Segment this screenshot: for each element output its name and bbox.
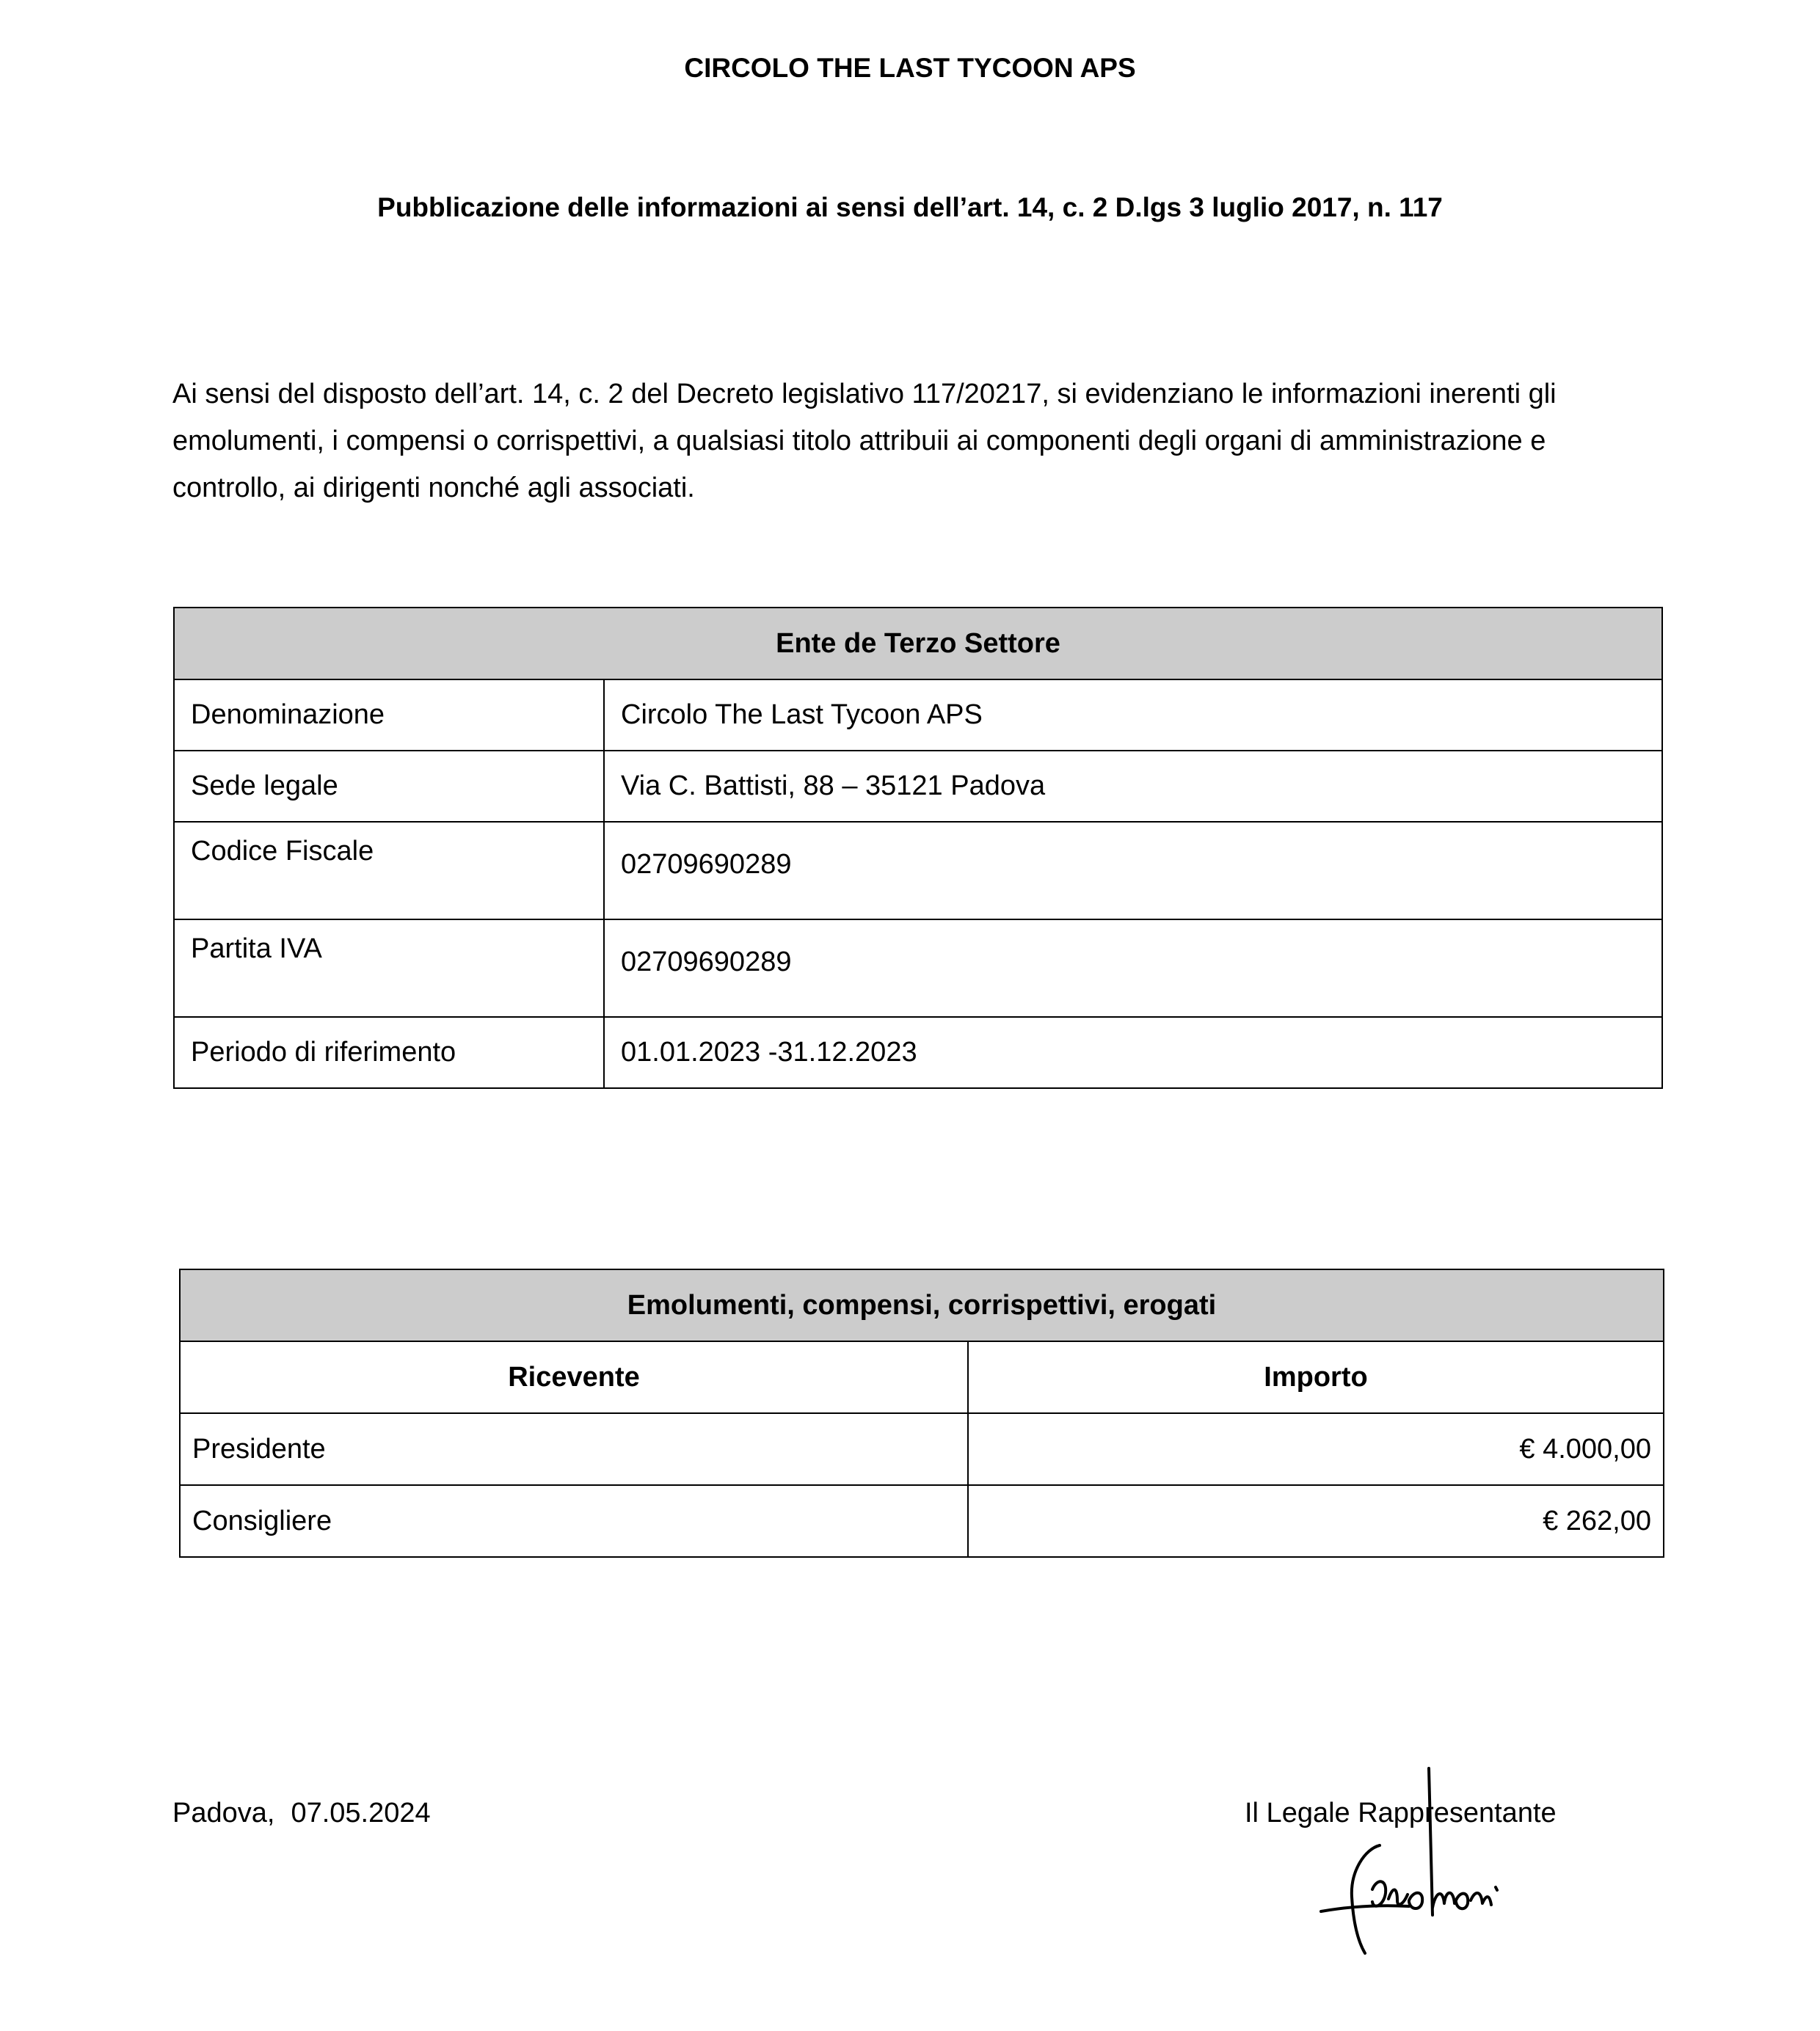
place: Padova, [172,1798,275,1828]
document-title: CIRCOLO THE LAST TYCOON APS [684,53,1136,83]
amount-cell: € 4.000,00 [968,1413,1664,1485]
intro-paragraph: Ai sensi del disposto dell’art. 14, c. 2 del Decreto legislativo 117/20217, si evidenziano le informazioni inerenti gli emolumenti, i compensi o corrispettivi, a qualsiasi titolo attribuii ai componenti degli organi di amministrazione e controllo, ai dirigenti nonché agli associati. [172,379,1557,503]
table-row [174,822,1662,919]
recipient-cell: Presidente [180,1413,968,1485]
signer-role: Il Legale Rappresentante [1245,1798,1557,1828]
compensi-table-header [180,1269,1664,1341]
table-row [180,1485,1664,1557]
date: 07.05.2024 [291,1798,431,1828]
row-label: Periodo di riferimento [174,1017,604,1088]
row-label: Partita IVA [174,919,604,1017]
column-header-amount: Importo [968,1341,1664,1413]
row-label: Denominazione [174,679,604,751]
row-value: 01.01.2023 -31.12.2023 [604,1017,1662,1088]
row-label: Codice Fiscale [174,822,604,919]
row-label: Sede legale [174,751,604,822]
compensi-table-title: Emolumenti, compensi, corrispettivi, erogati [180,1269,1664,1341]
row-value: 02709690289 [604,919,1662,1017]
document-subtitle: Pubblicazione delle informazioni ai sensi dell’art. 14, c. 2 D.lgs 3 luglio 2017, n. 117 [377,192,1443,222]
ente-table-title: Ente de Terzo Settore [174,608,1662,679]
ente-table-header [174,608,1662,679]
row-value: Via C. Battisti, 88 – 35121 Padova [604,751,1662,822]
table-row [174,751,1662,822]
ente-table [173,607,1663,1089]
row-value: Circolo The Last Tycoon APS [604,679,1662,751]
amount-cell: € 262,00 [968,1485,1664,1557]
signature-icon [1306,1761,1512,1959]
table-row [174,919,1662,1017]
place-and-date [172,1798,431,1829]
column-header-recipient: Ricevente [180,1341,968,1413]
compensi-column-headers [180,1341,1664,1413]
table-row [174,679,1662,751]
table-row [174,1017,1662,1088]
recipient-cell: Consigliere [180,1485,968,1557]
compensi-table [179,1269,1664,1558]
row-value: 02709690289 [604,822,1662,919]
table-row [180,1413,1664,1485]
